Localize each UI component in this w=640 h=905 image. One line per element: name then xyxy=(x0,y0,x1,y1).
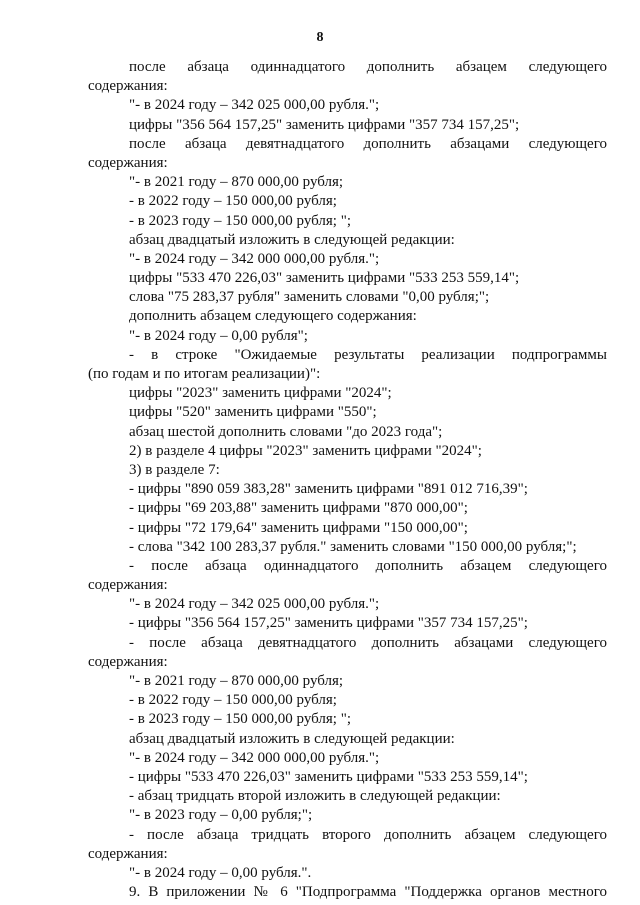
text-line: после абзаца одиннадцатого дополнить абзацем следующего xyxy=(129,59,607,75)
text-line: "- в 2024 году – 342 000 000,00 рубля."; xyxy=(129,749,380,766)
text-line: "- в 2024 году – 0,00 рубля"; xyxy=(129,327,308,344)
text-line: 9. В приложении № 6 "Подпрограмма "Поддержка органов местного xyxy=(129,884,607,901)
text-line: - цифры "890 059 383,28" заменить цифрами "891 012 716,39"; xyxy=(129,481,528,498)
text-line: 3) в разделе 7: xyxy=(129,461,220,478)
text-line: цифры "520" заменить цифрами "550"; xyxy=(129,404,377,421)
text-line: цифры "356 564 157,25" заменить цифрами "357 734 157,25"; xyxy=(129,116,520,133)
document-body xyxy=(88,58,607,902)
text-line: - в 2023 году – 150 000,00 рубля; "; xyxy=(129,711,352,728)
text-line: - в строке "Ожидаемые результаты реализации подпрограммы xyxy=(129,346,607,363)
text-line: "- в 2023 году – 0,00 рубля;"; xyxy=(129,807,313,824)
text-line: - после абзаца тридцать второго дополнить абзацем следующего xyxy=(129,826,607,843)
text-line: "- в 2024 году – 342 025 000,00 рубля."; xyxy=(129,596,380,613)
text-line: - в 2022 году – 150 000,00 рубля; xyxy=(129,692,337,709)
page-number: 8 xyxy=(316,30,324,45)
text-line: "- в 2024 году – 0,00 рубля.". xyxy=(129,864,312,881)
text-line: "- в 2024 году – 342 025 000,00 рубля."; xyxy=(129,97,380,114)
text-line: - цифры "72 179,64" заменить цифрами "150 000,00"; xyxy=(129,519,468,536)
text-line: слова "75 283,37 рубля" заменить словами "0,00 рубля;"; xyxy=(129,289,490,306)
text-line: 2) в разделе 4 цифры "2023" заменить цифрами "2024"; xyxy=(129,442,482,459)
text-line: абзац двадцатый изложить в следующей редакции: xyxy=(129,231,455,248)
text-line: цифры "533 470 226,03" заменить цифрами "533 253 559,14"; xyxy=(129,270,520,287)
text-line: - после абзаца одиннадцатого дополнить абзацем следующего xyxy=(129,557,607,574)
text-line: - в 2022 году – 150 000,00 рубля; xyxy=(129,193,337,210)
text-line: дополнить абзацем следующего содержания: xyxy=(129,308,417,325)
text-line: "- в 2021 году – 870 000,00 рубля; xyxy=(129,673,344,689)
text-line: после абзаца девятнадцатого дополнить абзацами следующего xyxy=(129,135,607,152)
text-line: - абзац тридцать второй изложить в следующей редакции: xyxy=(129,788,501,805)
text-line: - слова "342 100 283,37 рубля." заменить словами "150 000,00 рубля;"; xyxy=(129,538,577,555)
text-line: абзац шестой дополнить словами "до 2023 года"; xyxy=(129,423,443,440)
text-line: содержания: xyxy=(88,78,168,95)
text-line: содержания: xyxy=(88,653,168,670)
text-line: - цифры "356 564 157,25" заменить цифрами "357 734 157,25"; xyxy=(129,615,528,632)
text-line: - в 2023 году – 150 000,00 рубля; "; xyxy=(129,212,352,229)
text-line: "- в 2024 году – 342 000 000,00 рубля."; xyxy=(129,250,380,267)
text-line: содержания: xyxy=(88,845,168,862)
text-line: абзац двадцатый изложить в следующей редакции: xyxy=(129,730,455,747)
text-line: содержания: xyxy=(88,154,168,171)
text-line: (по годам и по итогам реализации)": xyxy=(88,366,321,382)
text-line: - цифры "69 203,88" заменить цифрами "870 000,00"; xyxy=(129,500,468,517)
text-line: - после абзаца девятнадцатого дополнить абзацами следующего xyxy=(129,634,607,651)
text-line: - цифры "533 470 226,03" заменить цифрами "533 253 559,14"; xyxy=(129,768,528,785)
text-line: цифры "2023" заменить цифрами "2024"; xyxy=(129,385,392,402)
text-line: "- в 2021 году – 870 000,00 рубля; xyxy=(129,174,344,191)
text-line: содержания: xyxy=(88,577,168,594)
